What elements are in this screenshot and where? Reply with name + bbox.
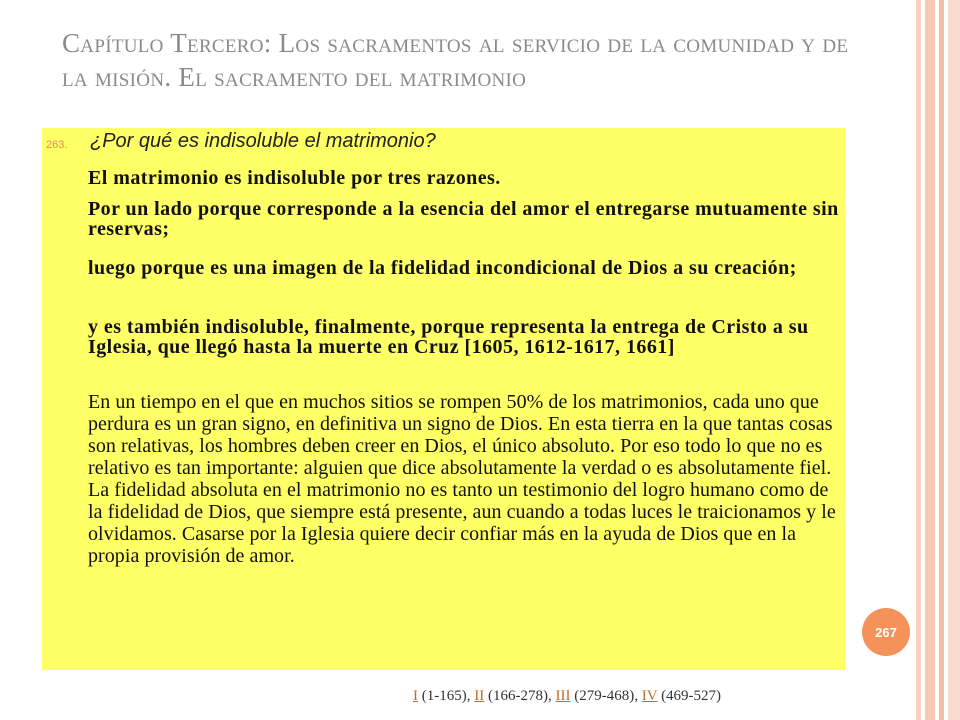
reason-one: Por un lado porque corresponde a la esencia del amor el entregarse mutuamente sin reservas; xyxy=(88,198,839,240)
slide-title: Capítulo Tercero: Los sacramentos al servicio de la comunidad y de la misión. El sacramento del matrimonio xyxy=(62,28,849,92)
question-text: ¿Por qué es indisoluble el matrimonio? xyxy=(90,130,436,152)
link-part-iv[interactable]: IV xyxy=(641,688,658,704)
decorative-stripe xyxy=(939,0,944,720)
section-links xyxy=(413,688,721,705)
reason-two: luego porque es una imagen de la fidelidad incondicional de Dios a su creación; xyxy=(88,257,797,279)
answer-intro: El matrimonio es indisoluble por tres razones. xyxy=(88,167,501,189)
link-part-ii[interactable]: II xyxy=(474,688,485,704)
decorative-stripe xyxy=(925,0,935,720)
range-part-iv: (469-527) xyxy=(661,688,722,704)
commentary-paragraph: En un tiempo en el que en muchos sitios se rompen 50% de los matrimonios, cada uno que perdura es un gran signo, en definitiva un signo de Dios. En esta tierra en la que tantas cosas son relativas, los hombres deben creer en Dios, el único absoluto. Por eso todo lo que no es relativo es tan importante: alguien que dice absolutamente la verdad o es absolutamente fiel. La fidelidad absoluta en el matrimonio no es tanto un testimonio del logro humano como de la fidelidad de Dios, que siempre está presente, aun cuando a todas luces le traicionamos y le olvidamos. Casarse por la Iglesia quiere decir confiar más en la ayuda de Dios que en la propia provisión de amor. xyxy=(88,391,836,567)
slide-number: 267 xyxy=(875,624,897,640)
range-part-i: (1-165), xyxy=(421,688,471,704)
decorative-stripe xyxy=(948,0,960,720)
range-part-ii: (166-278), xyxy=(488,688,552,704)
link-part-i[interactable]: I xyxy=(413,688,418,704)
link-part-iii[interactable]: III xyxy=(555,688,571,704)
question-number: 263. xyxy=(46,139,68,151)
slide-number-badge xyxy=(862,608,910,656)
decorative-stripe xyxy=(916,0,921,720)
range-part-iii: (279-468), xyxy=(574,688,638,704)
reason-three: y es también indisoluble, finalmente, porque representa la entrega de Cristo a su Iglesia, que llegó hasta la muerte en Cruz [1605, 1612-1617, 1661] xyxy=(88,316,809,358)
